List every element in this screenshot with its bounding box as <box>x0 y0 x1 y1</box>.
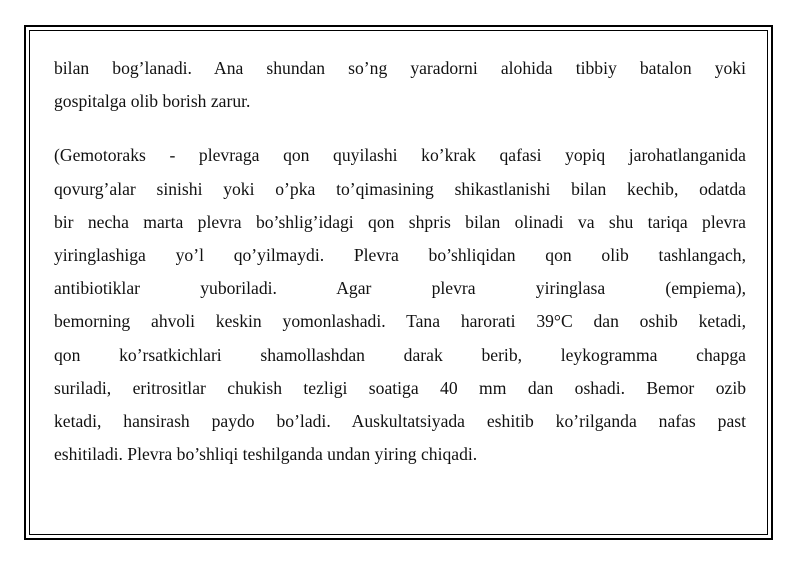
paragraph-2 <box>54 139 746 471</box>
text-line: gospitalga olib borish zarur. <box>54 91 251 112</box>
text-line: bir necha marta plevra bo’shlig’idagi qon shpris bilan olinadi va shu tariqa plevra <box>54 211 746 232</box>
text-line: suriladi, eritrositlar chukish tezligi soatiga 40 mm dan oshadi. Bemor ozib <box>54 377 746 398</box>
text-line: (Gemotoraks - plevraga qon quyilashi ko’krak qafasi yopiq jarohatlanganida <box>54 145 746 166</box>
document-text <box>54 52 746 471</box>
text-line: qovurg’alar sinishi yoki o’pka to’qimasining shikastlanishi bilan kechib, odatda <box>54 178 746 199</box>
text-line: antibiotiklar yuboriladi. Agar plevra yiringlasa (empiema), <box>54 278 746 299</box>
paragraph-spacer <box>54 118 746 139</box>
paragraph-1 <box>54 52 746 118</box>
text-line: bemorning ahvoli keskin yomonlashadi. Tana harorati 39°C dan oshib ketadi, <box>54 311 746 332</box>
text-line: ketadi, hansirash paydo bo’ladi. Auskultatsiyada eshitib ko’rilganda nafas past <box>54 410 746 431</box>
text-line: eshitiladi. Plevra bo’shliqi teshilganda undan yiring chiqadi. <box>54 444 478 465</box>
text-line: qon ko’rsatkichlari shamollashdan darak berib, leykogramma chapga <box>54 344 746 365</box>
text-line: yiringlashiga yo’l qo’yilmaydi. Plevra bo’shliqidan qon olib tashlangach, <box>54 244 746 265</box>
text-line: bilan bog’lanadi. Ana shundan so’ng yaradorni alohida tibbiy batalon yoki <box>54 58 746 78</box>
